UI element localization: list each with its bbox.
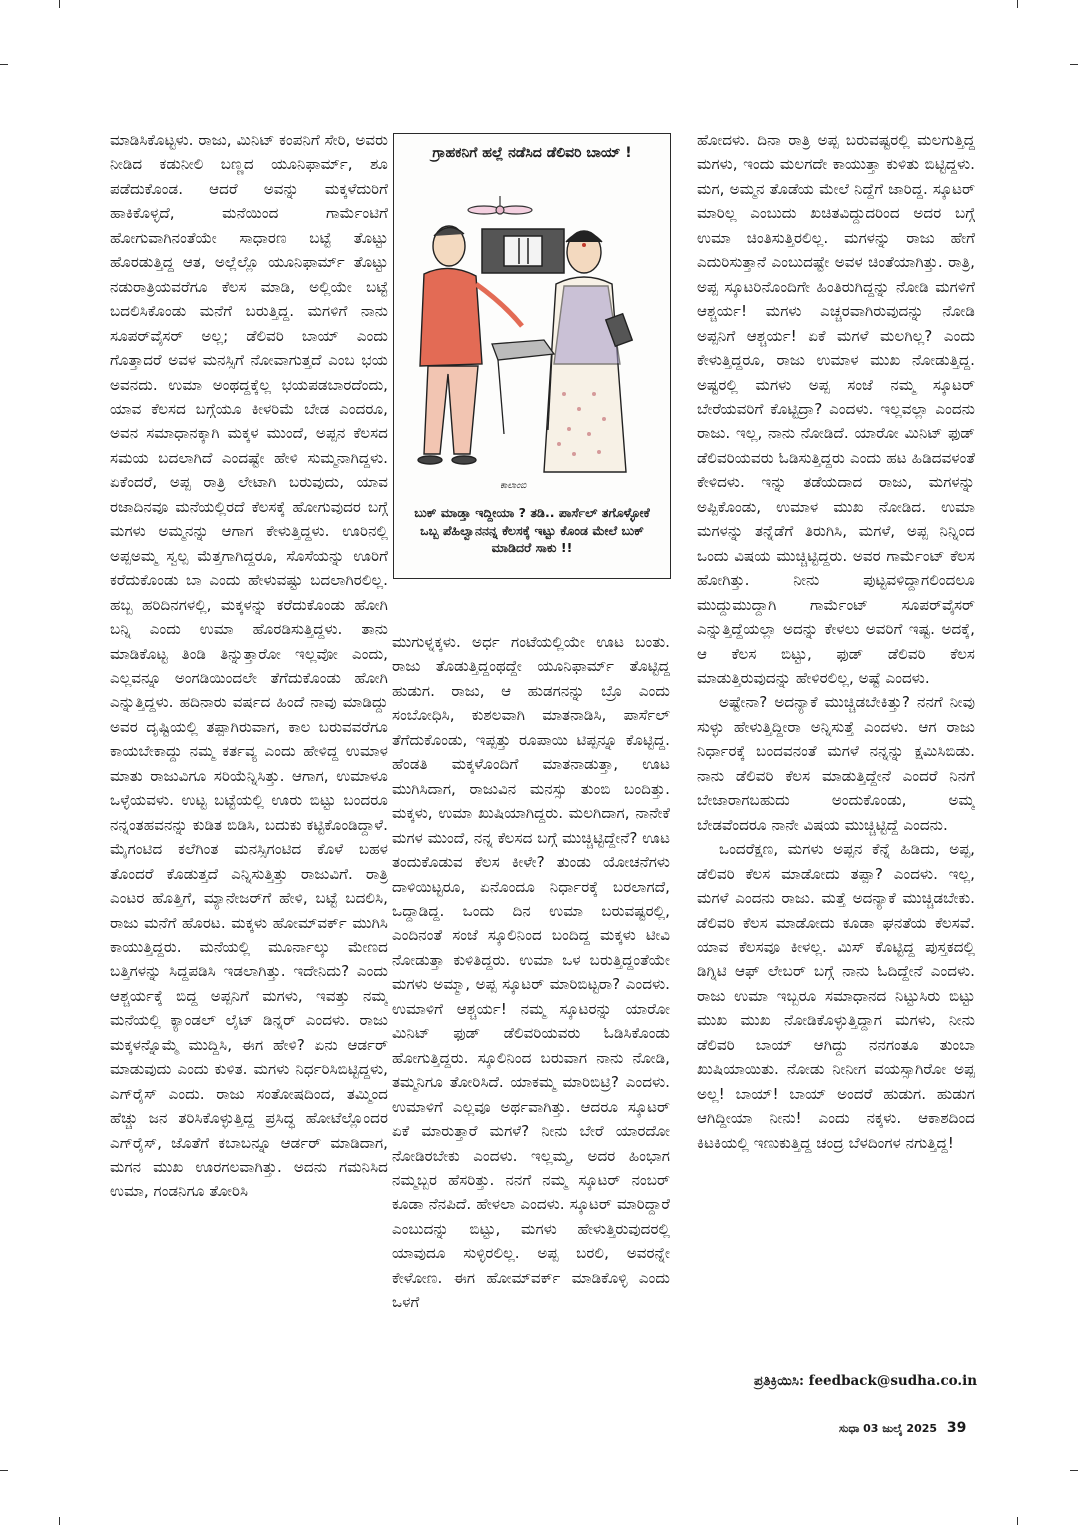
page-number: 39: [946, 1420, 967, 1436]
cartoon-artist-signature: ಕಾಲಾಂಬಿ: [500, 481, 527, 491]
article-column-2: [392, 630, 670, 1410]
publication-date: ಸುಧಾ 03 ಜುಲೈ 2025: [839, 1422, 938, 1435]
crop-mark: [59, 0, 60, 8]
cartoon-panel: [393, 133, 671, 579]
cartoon-caption: ಬುಕ್ ಮಾಡ್ತಾ ಇದ್ದೀಯಾ ? ತಡಿ.. ಪಾರ್ಸೆಲ್ ತಗೊಳ್ಳೋಕೆ ಒಬ್ಬ ಪೆಹಿಲ್ವಾನನನ್ನ ಕೆಲಸಕ್ಕೆ ಇಟ್ಟು ಕೊಂಡ ಮೇಲೆ ಬುಕ್ ಮಾಡಿದರೆ ಸಾಕು !!: [414, 505, 650, 555]
crop-mark: [1017, 1517, 1018, 1525]
paragraph: ಮಾಡಿಸಿಕೊಟ್ಟಳು. ರಾಜು, ಮಿನಿಟ್ ಕಂಪನಿಗೆ ಸೇರಿ, ಅವರು ನೀಡಿದ ಕಡುನೀಲಿ ಬಣ್ಣದ ಯೂನಿಫಾರ್ಮ್, ಶೂ ಪಡೆದುಕೊಂಡ. ಆದರೆ ಅವನ್ನು ಮಕ್ಕಳೆದುರಿಗೆ ಹಾಕಿಕೊಳ್ಳದೆ, ಮನೆಯಿಂದ ಗಾರ್ಮೆಂಟಿಗೆ ಹೋಗುವಾಗಿನಂತೆಯೇ ಸಾಧಾರಣ ಬಟ್ಟೆ ತೊಟ್ಟು ಹೊರಡುತ್ತಿದ್ದ ಆತ, ಅಲ್ಲೆಲ್ಲೊ ಯೂನಿಫಾರ್ಮ್ ತೊಟ್ಟು ನಡುರಾತ್ರಿಯವರೆಗೂ ಕೆಲಸ ಮಾಡಿ, ಅಲ್ಲಿಯೇ ಬಟ್ಟೆ ಬದಲಿಸಿಕೊಂಡು ಮನೆಗೆ ಬರುತ್ತಿದ್ದ. ಮಗಳಿಗೆ ನಾನು ಸೂಪರ್‌ವೈಸರ್ ಅಲ್ಲ; ಡೆಲಿವರಿ ಬಾಯ್ ಎಂದು ಗೊತ್ತಾದರೆ ಅವಳ ಮನಸ್ಸಿಗೆ ನೋವಾಗುತ್ತದೆ ಎಂಬ ಭಯ ಅವನದು. ಉಮಾ ಅಂಥದ್ದಕ್ಕೆಲ್ಲ ಭಯಪಡಬಾರದೆಂದು, ಯಾವ ಕೆಲಸದ ಬಗ್ಗೆಯೂ ಕೀಳರಿಮೆ ಬೇಡ ಎಂದರೂ, ಅವನ ಸಮಾಧಾನಕ್ಕಾಗಿ ಮಕ್ಕಳ ಮುಂದೆ, ಅಪ್ಪನ ಕೆಲಸದ ಸಮಯ ಬದಲಾಗಿದೆ ಎಂದಷ್ಟೇ ಹೇಳಿ ಸುಮ್ಮನಾಗಿದ್ದಳು. ಏಕೆಂದರೆ, ಅಪ್ಪ ರಾತ್ರಿ ಲೇಟಾಗಿ ಬರುವುದು, ಯಾವ ರಜಾದಿನವೂ ಮನೆಯಲ್ಲಿರದೆ ಕೆಲಸಕ್ಕೆ ಹೋಗುವುದರ ಬಗ್ಗೆ ಮಗಳು ಅಮ್ಮನನ್ನು ಆಗಾಗ ಕೇಳುತ್ತಿದ್ದಳು. ಊರಿನಲ್ಲಿ ಅಪ್ಪಅಮ್ಮ ಸ್ವಲ್ಪ ಮೆತ್ತಗಾಗಿದ್ದರೂ, ಸೊಸೆಯನ್ನು ಊರಿಗೆ ಕರೆದುಕೊಂಡು ಬಾ ಎಂದು ಹೇಳುವಷ್ಟು ಬದಲಾಗಿರಲಿಲ್ಲ. ಹಬ್ಬ ಹರಿದಿನಗಳಲ್ಲಿ, ಮಕ್ಕಳನ್ನು ಕರೆದುಕೊಂಡು ಹೋಗಿ ಬನ್ನಿ ಎಂದು ಉಮಾ ಹೊರಡಿಸುತ್ತಿದ್ದಳು. ತಾನು ಮಾಡಿಕೊಟ್ಟ ತಿಂಡಿ ತಿನ್ನುತ್ತಾರೋ ಇಲ್ಲವೋ ಎಂದು, ಎಲ್ಲವನ್ನೂ ಅಂಗಡಿಯಿಂದಲೇ ತೆಗೆದುಕೊಂಡು ಹೋಗಿ ಎನ್ನುತ್ತಿದ್ದಳು. ಹದಿನಾರು ವರ್ಷದ ಹಿಂದೆ ನಾವು ಮಾಡಿದ್ದು ಅವರ ದೃಷ್ಟಿಯಲ್ಲಿ ತಪ್ಪಾಗಿರುವಾಗ, ಕಾಲ ಬರುವವರೆಗೂ ಕಾಯಬೇಕಾದ್ದು ನಮ್ಮ ಕರ್ತವ್ಯ ಎಂದು ಹೇಳಿದ್ದ ಉಮಾಳ ಮಾತು ರಾಜುವಿಗೂ ಸರಿಯೆನ್ನಿಸಿತ್ತು. ಆಗಾಗ, ಉಮಾಳೂ ಒಳ್ಳೆಯವಳು. ಉಟ್ಟ ಬಟ್ಟೆಯಲ್ಲಿ ಊರು ಬಿಟ್ಟು ಬಂದರೂ ನನ್ನಂತಹವನನ್ನು ಕುಡಿತ ಬಿಡಿಸಿ, ಬದುಕು ಕಟ್ಟಿಕೊಂಡಿದ್ದಾಳೆ. ಮೈಗಂಟಿದ ಕಲೆಗಿಂತ ಮನಸ್ಸಿಗಂಟಿದ ಕೊಳೆ ಬಹಳ ತೊಂದರೆ ಕೊಡುತ್ತದೆ ಎನ್ನಿಸುತ್ತಿತ್ತು ರಾಜುವಿಗೆ. ರಾತ್ರಿ ಎಂಟರ ಹೊತ್ತಿಗೆ, ಮ್ಯಾನೇಜರ್‌ಗೆ ಹೇಳಿ, ಬಟ್ಟೆ ಬದಲಿಸಿ, ರಾಜು ಮನೆಗೆ ಹೊರಟ. ಮಕ್ಕಳು ಹೋಮ್‌ವರ್ಕ್ ಮುಗಿಸಿ ಕಾಯುತ್ತಿದ್ದರು. ಮನೆಯಲ್ಲಿ ಮೂರ್ನಾಲ್ಕು ಮೇಣದ ಬತ್ತಿಗಳನ್ನು ಸಿದ್ದಪಡಿಸಿ ಇಡಲಾಗಿತ್ತು. ಇದೇನಿದು? ಎಂದು ಆಶ್ಚರ್ಯಕ್ಕೆ ಬಿದ್ದ ಅಪ್ಪನಿಗೆ ಮಗಳು, ಇವತ್ತು ನಮ್ಮ ಮನೆಯಲ್ಲಿ ಕ್ಯಾಂಡಲ್ ಲೈಟ್ ಡಿನ್ನರ್ ಎಂದಳು. ರಾಜು ಮಕ್ಕಳನ್ನೊಮ್ಮೆ ಮುದ್ದಿಸಿ, ಈಗ ಹೇಳಿ? ಏನು ಆರ್ಡರ್ ಮಾಡುವುದು ಎಂದು ಕುಳಿತ. ಮಗಳು ನಿರ್ಧರಿಸಿಬಿಟ್ಟಿದ್ದಳು, ಎಗ್‌ರೈಸ್ ಎಂದು. ರಾಜು ಸಂತೋಷದಿಂದ, ತಮ್ಮಿಂದ ಹೆಚ್ಚು ಜನ ತರಿಸಿಕೊಳ್ಳುತ್ತಿದ್ದ ಪ್ರಸಿದ್ಧ ಹೋಟೆಲ್ಲೊಂದರ ಎಗ್‌ರೈಸ್, ಜೊತೆಗೆ ಕಬಾಬನ್ನೂ ಆರ್ಡರ್ ಮಾಡಿದಾಗ, ಮಗನ ಮುಖ ಊರಗಲವಾಗಿತ್ತು. ಅದನು ಗಮನಿಸಿದ ಉಮಾ, ಗಂಡನಿಗೂ ತೋರಿಸಿ: [110, 131, 388, 1201]
article-column-1: [110, 128, 388, 1408]
crop-mark: [1070, 64, 1078, 65]
crop-mark: [0, 1470, 8, 1471]
cartoon-title: ಗ್ರಾಹಕನಿಗೆ ಹಲ್ಲೆ ನಡೆಸಿದ ಡೆಲಿವರಿ ಬಾಯ್ !: [432, 145, 632, 161]
feedback-line: ಪ್ರತಿಕ್ರಿಯಿಸಿ: feedback@sudha.co.in: [754, 1373, 978, 1389]
paragraph: ಒಂದರೆಕ್ಷಣ, ಮಗಳು ಅಪ್ಪನ ಕೆನ್ನೆ ಹಿಡಿದು, ಅಪ್ಪ, ಡೆಲಿವರಿ ಕೆಲಸ ಮಾಡೋದು ತಪ್ಪಾ? ಎಂದಳು. ಇಲ್ಲ, ಮಗಳೆ ಎಂದನು ರಾಜು. ಮತ್ತೆ ಅದನ್ಯಾಕೆ ಮುಚ್ಚಿಡಬೇಕು. ಡೆಲಿವರಿ ಕೆಲಸ ಮಾಡೋದು ಕೂಡಾ ಘನತೆಯ ಕೆಲಸವೆ. ಯಾವ ಕೆಲಸವೂ ಕೀಳಲ್ಲ. ಮಿಸ್ ಕೊಟ್ಟಿದ್ದ ಪುಸ್ತಕದಲ್ಲಿ ಡಿಗ್ನಿಟಿ ಆಫ್ ಲೇಬರ್ ಬಗ್ಗೆ ನಾನು ಓದಿದ್ದೇನೆ ಎಂದಳು. ರಾಜು ಉಮಾ ಇಬ್ಬರೂ ಸಮಾಧಾನದ ನಿಟ್ಟುಸಿರು ಬಿಟ್ಟು ಮುಖ ಮುಖ ನೋಡಿಕೊಳ್ಳುತ್ತಿದ್ದಾಗ ಮಗಳು, ನೀನು ಡೆಲಿವರಿ ಬಾಯ್ ಆಗಿದ್ದು ನನಗಂತೂ ತುಂಬಾ ಖುಷಿಯಾಯಿತು. ನೋಡು ನೀನೀಗ ವಯಸ್ಸಾಗಿರೋ ಅಪ್ಪ ಅಲ್ಲ! ಬಾಯ್! ಬಾಯ್ ಅಂದರೆ ಹುಡುಗ. ಹುಡುಗ ಆಗಿದ್ದೀಯಾ ನೀನು! ಎಂದು ನಕ್ಕಳು. ಆಕಾಶದಿಂದ ಕಿಟಕಿಯಲ್ಲಿ ಇಣುಕುತ್ತಿದ್ದ ಚಂದ್ರ ಬೆಳದಿಂಗಳ ನಗುತ್ತಿದ್ದ!: [697, 840, 975, 1152]
article-column-3: [697, 128, 975, 1356]
crop-mark: [1070, 1470, 1078, 1471]
crop-mark: [0, 64, 8, 65]
crop-mark: [1017, 0, 1018, 8]
paragraph: ಹೋದಳು. ದಿನಾ ರಾತ್ರಿ ಅಪ್ಪ ಬರುವಷ್ಟರಲ್ಲಿ ಮಲಗುತ್ತಿದ್ದ ಮಗಳು, ಇಂದು ಮಲಗದೇ ಕಾಯುತ್ತಾ ಕುಳಿತು ಬಿಟ್ಟಿದ್ದಳು. ಮಗ, ಅಮ್ಮನ ತೊಡೆಯ ಮೇಲೆ ನಿದ್ದೆಗೆ ಜಾರಿದ್ದ. ಸ್ಕೂಟರ್ ಮಾರಿಲ್ಲ ಎಂಬುದು ಖಚಿತವಿದ್ದುದರಿಂದ ಅದರ ಬಗ್ಗೆ ಉಮಾ ಚಿಂತಿಸುತ್ತಿರಲಿಲ್ಲ. ಮಗಳನ್ನು ರಾಜು ಹೇಗೆ ಎದುರಿಸುತ್ತಾನೆ ಎಂಬುದಷ್ಟೇ ಅವಳ ಚಿಂತೆಯಾಗಿತ್ತು. ರಾತ್ರಿ, ಅಪ್ಪ ಸ್ಕೂಟರಿನೊಂದಿಗೇ ಹಿಂತಿರುಗಿದ್ದನ್ನು ನೋಡಿ ಮಗಳಿಗೆ ಆಶ್ಚರ್ಯ! ಮಗಳು ಎಚ್ಚರವಾಗಿರುವುದನ್ನು ನೋಡಿ ಅಪ್ಪನಿಗೆ ಆಶ್ಚರ್ಯ! ಏಕೆ ಮಗಳೆ ಮಲಗಿಲ್ಲ? ಎಂದು ಕೇಳುತ್ತಿದ್ದರೂ, ರಾಜು ಉಮಾಳ ಮುಖ ನೋಡುತ್ತಿದ್ದ. ಅಷ್ಟರಲ್ಲಿ ಮಗಳು ಅಪ್ಪ ಸಂಜೆ ನಮ್ಮ ಸ್ಕೂಟರ್ ಬೇರೆಯವರಿಗೆ ಕೊಟ್ಟಿದ್ರಾ? ಎಂದಳು. ಇಲ್ಲವಲ್ಲಾ ಎಂದನು ರಾಜು. ಇಲ್ಲ, ನಾನು ನೋಡಿದೆ. ಯಾರೋ ಮಿನಿಟ್ ಫುಡ್ ಡೆಲಿವರಿಯವರು ಓಡಿಸುತ್ತಿದ್ದರು ಎಂದು ಹಟ ಹಿಡಿದವಳಂತೆ ಕೇಳಿದಳು. ಇನ್ನು ತಡೆಯದಾದ ರಾಜು, ಮಗಳನ್ನು ಅಪ್ಪಿಕೊಂಡು, ಉಮಾಳ ಮುಖ ನೋಡಿದ. ಉಮಾ ಮಗಳನ್ನು ತನ್ನೆಡೆಗೆ ತಿರುಗಿಸಿ, ಮಗಳೆ, ಅಪ್ಪ ನಿನ್ನಿಂದ ಒಂದು ವಿಷಯ ಮುಚ್ಚಿಟ್ಟಿದ್ದರು. ಅವರ ಗಾರ್ಮೆಂಟ್ ಕೆಲಸ ಹೋಗಿತ್ತು. ನೀನು ಪುಟ್ಟವಳಿದ್ದಾಗಲಿಂದಲೂ ಮುದ್ದುಮುದ್ದಾಗಿ ಗಾರ್ಮೆಂಟ್ ಸೂಪರ್‌ವೈಸರ್ ಎನ್ನುತ್ತಿದ್ದೆಯಲ್ಲಾ ಅದನ್ನು ಕೇಳಲು ಅವರಿಗೆ ಇಷ್ಟ. ಅದಕ್ಕೆ, ಆ ಕೆಲಸ ಬಿಟ್ಟು, ಫುಡ್ ಡೆಲಿವರಿ ಕೆಲಸ ಮಾಡುತ್ತಿರುವುದನ್ನು ಹೇಳಿರಲಿಲ್ಲ, ಅಷ್ಟೆ ಎಂದಳು.: [697, 131, 975, 687]
crop-mark: [59, 1517, 60, 1525]
page-footer: [839, 1420, 966, 1436]
paragraph: ಮುಗುಳ್ನಕ್ಕಳು. ಅರ್ಧ ಗಂಟೆಯಲ್ಲಿಯೇ ಊಟ ಬಂತು. ರಾಜು ತೊಡುತ್ತಿದ್ದಂಥದ್ದೇ ಯೂನಿಫಾರ್ಮ್ ತೊಟ್ಟಿದ್ದ ಹುಡುಗ. ರಾಜು, ಆ ಹುಡಗನನ್ನು ಬ್ರೊ ಎಂದು ಸಂಬೋಧಿಸಿ, ಕುಶಲವಾಗಿ ಮಾತನಾಡಿಸಿ, ಪಾರ್ಸೆಲ್ ತೆಗೆದುಕೊಂಡು, ಇಪ್ಪತ್ತು ರೂಪಾಯಿ ಟಿಪ್ಪನ್ನೂ ಕೊಟ್ಟಿದ್ದ. ಹೆಂಡತಿ ಮಕ್ಕಳೊಂದಿಗೆ ಮಾತನಾಡುತ್ತಾ, ಊಟ ಮುಗಿಸಿದಾಗ, ರಾಜುವಿನ ಮನಸ್ಸು ತುಂಬಿ ಬಂದಿತ್ತು. ಮಕ್ಕಳು, ಉಮಾ ಖುಷಿಯಾಗಿದ್ದರು. ಮಲಗಿದಾಗ, ನಾನೇಕೆ ಮಗಳ ಮುಂದೆ, ನನ್ನ ಕೆಲಸದ ಬಗ್ಗೆ ಮುಚ್ಚಿಟ್ಟಿದ್ದೇನೆ? ಊಟ ತಂದುಕೊಡುವ ಕೆಲಸ ಕೀಳೇ? ತುಂಡು ಯೋಚನೆಗಳು ದಾಳಿಯಿಟ್ಟರೂ, ಏನೊಂದೂ ನಿರ್ಧಾರಕ್ಕೆ ಬರಲಾಗದೆ, ಒದ್ದಾಡಿದ್ದ. ಒಂದು ದಿನ ಉಮಾ ಬರುವಷ್ಟರಲ್ಲಿ, ಎಂದಿನಂತೆ ಸಂಜೆ ಸ್ಕೂಲಿನಿಂದ ಬಂದಿದ್ದ ಮಕ್ಕಳು ಟೀವಿ ನೋಡುತ್ತಾ ಕುಳಿತಿದ್ದರು. ಉಮಾ ಒಳ ಬರುತ್ತಿದ್ದಂತೆಯೇ ಮಗಳು ಅಮ್ಮಾ, ಅಪ್ಪ ಸ್ಕೂಟರ್ ಮಾರಿಬಿಟ್ಟರಾ? ಎಂದಳು. ಉಮಾಳಿಗೆ ಆಶ್ಚರ್ಯ! ನಮ್ಮ ಸ್ಕೂಟರನ್ನು ಯಾರೋ ಮಿನಿಟ್ ಫುಡ್ ಡೆಲಿವರಿಯವರು ಓಡಿಸಿಕೊಂಡು ಹೋಗುತ್ತಿದ್ದರು. ಸ್ಕೂಲಿನಿಂದ ಬರುವಾಗ ನಾನು ನೋಡಿ, ತಮ್ಮನಿಗೂ ತೋರಿಸಿದೆ. ಯಾಕಮ್ಮ ಮಾರಿಬಿಟ್ರಿ? ಎಂದಳು. ಉಮಾಳಿಗೆ ಎಲ್ಲವೂ ಅರ್ಥವಾಗಿತ್ತು. ಆದರೂ ಸ್ಕೂಟರ್ ಏಕೆ ಮಾರುತ್ತಾರೆ ಮಗಳೆ? ನೀನು ಬೇರೆ ಯಾರದೋ ನೋಡಿರಬೇಕು ಎಂದಳು. ಇಲ್ಲಮ್ಮ, ಅದರ ಹಿಂಭಾಗ ನಮ್ಮಬ್ಬರ ಹೆಸರಿತ್ತು. ನನಗೆ ನಮ್ಮ ಸ್ಕೂಟರ್ ನಂಬರ್ ಕೂಡಾ ನೆನಪಿದೆ. ಹೇಳಲಾ ಎಂದಳು. ಸ್ಕೂಟರ್ ಮಾರಿದ್ದಾರೆ ಎಂಬುದನ್ನು ಬಿಟ್ಟು, ಮಗಳು ಹೇಳುತ್ತಿರುವುದರಲ್ಲಿ ಯಾವುದೂ ಸುಳ್ಳಿರಲಿಲ್ಲ. ಅಪ್ಪ ಬರಲಿ, ಅವರನ್ನೇ ಕೇಳೋಣ. ಈಗ ಹೋಮ್‌ವರ್ಕ್ ಮಾಡಿಕೊಳ್ಳಿ ಎಂದು ಒಳಗೆ: [392, 633, 670, 1312]
paragraph: ಅಷ್ಟೇನಾ? ಅದನ್ಯಾಕೆ ಮುಚ್ಚಿಡಬೇಕಿತ್ತು? ನನಗೆ ನೀವು ಸುಳ್ಳು ಹೇಳುತ್ತಿದ್ದೀರಾ ಅನ್ನಿಸುತ್ತೆ ಎಂದಳು. ಆಗ ರಾಜು ನಿರ್ಧಾರಕ್ಕೆ ಬಂದವನಂತೆ ಮಗಳೆ ನನ್ನನ್ನು ಕ್ಷಮಿಸಿಬಿಡು. ನಾನು ಡೆಲಿವರಿ ಕೆಲಸ ಮಾಡುತ್ತಿದ್ದೇನೆ ಎಂದರೆ ನಿನಗೆ ಬೇಜಾರಾಗಬಹುದು ಅಂದುಕೊಂಡು, ಅಮ್ಮ ಬೇಡವೆಂದರೂ ನಾನೇ ವಿಷಯ ಮುಚ್ಚಿಟ್ಟಿದ್ದೆ ಎಂದನು.: [697, 693, 975, 834]
